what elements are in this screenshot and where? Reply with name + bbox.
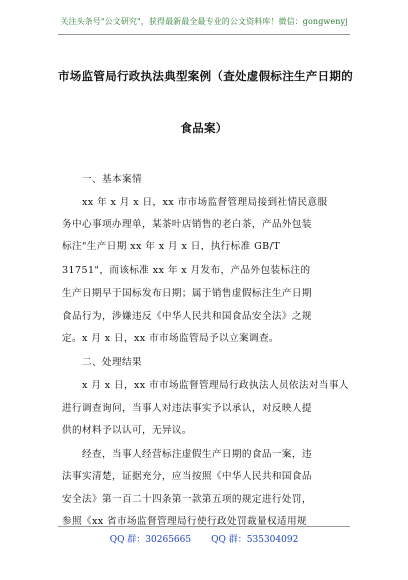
header-note: 关注头条号"公文研究"，获得最新最全最专业的公文资料库！微信：gongwenyj (60, 17, 348, 26)
paragraph-line: 供的材料予以认可，无异议。 (62, 425, 192, 436)
paragraph-line: 经查，当事人经营标注虚假生产日期的食品一案，违 (82, 449, 312, 460)
document-title-line-2: 食品案） (180, 121, 228, 135)
paragraph-line: 参照《xx 省市场监督管理局行使行政处罚裁量权适用规 (62, 516, 307, 527)
footer-qq-group-2: QQ 群：535304092 (211, 535, 299, 545)
document-title-line-1: 市场监管局行政执法典型案例（查处虚假标注生产日期的 (58, 69, 353, 83)
footer-qq-group-1: QQ 群：30265665 (109, 535, 192, 545)
section-heading-basic-facts: 一、基本案情 (82, 174, 142, 185)
footer-contacts (0, 532, 408, 545)
paragraph-line: 食品行为，涉嫌违反《中华人民共和国食品安全法》之规 (62, 311, 312, 322)
header-divider (58, 34, 350, 35)
paragraph-line: 安全法》第一百二十四条第一款第五项的规定进行处罚， (62, 494, 312, 505)
paragraph-line: x 月 x 日，xx 市市场监督管理局行政执法人员依法对当事人 (82, 380, 349, 391)
section-heading-result: 二、处理结果 (82, 357, 142, 368)
paragraph-line: 法事实清楚，证据充分，应当按照《中华人民共和国食品 (62, 471, 312, 482)
footer-divider (58, 526, 350, 527)
paragraph-line: 进行调查询问，当事人对违法事实予以承认，对反映人提 (62, 403, 312, 414)
paragraph-line: 定。x 月 x 日，xx 市市场监管局予以立案调查。 (62, 333, 279, 344)
paragraph-line: 生产日期早于国标发布日期；属于销售虚假标注生产日期 (62, 288, 312, 299)
paragraph-line: 务中心事项办理单，某茶叶店销售的老白茶，产品外包装 (62, 219, 312, 230)
paragraph-line: 标注"生产日期 xx 年 x 月 x 日，执行标准 GB/T (62, 241, 281, 252)
paragraph-line: 31751"，而该标准 xx 年 x 月发布，产品外包装标注的 (62, 265, 311, 276)
paragraph-line: xx 年 x 月 x 日，xx 市市场监督管理局接到社情民意服 (82, 197, 328, 208)
